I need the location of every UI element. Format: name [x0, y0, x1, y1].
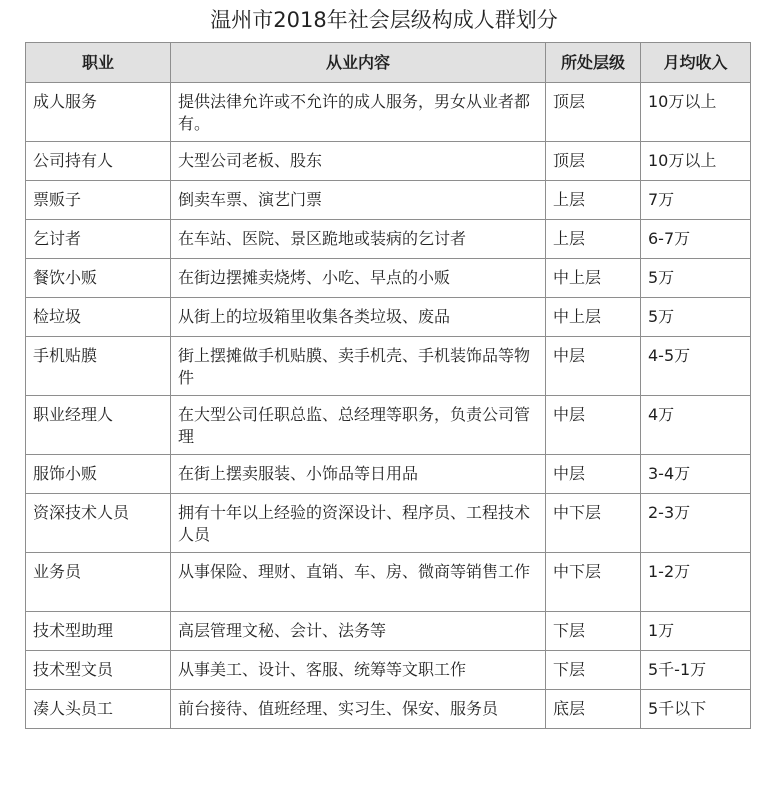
header-tier: 所处层级: [546, 43, 641, 83]
table-row: [26, 259, 751, 298]
cell-occupation: 公司持有人: [26, 142, 171, 181]
header-job-content: 从业内容: [171, 43, 546, 83]
cell-monthly-income: 5万: [641, 259, 751, 298]
table-row: [26, 220, 751, 259]
cell-occupation: 资深技术人员: [26, 494, 171, 553]
cell-monthly-income: 10万以上: [641, 83, 751, 142]
cell-job-content: 在街上摆卖服装、小饰品等日用品: [171, 455, 546, 494]
cell-occupation: 服饰小贩: [26, 455, 171, 494]
cell-tier: 顶层: [546, 83, 641, 142]
cell-tier: 中层: [546, 337, 641, 396]
cell-job-content: 街上摆摊做手机贴膜、卖手机壳、手机装饰品等物件: [171, 337, 546, 396]
cell-monthly-income: 5万: [641, 298, 751, 337]
table-row: [26, 396, 751, 455]
cell-tier: 上层: [546, 181, 641, 220]
cell-monthly-income: 1-2万: [641, 553, 751, 612]
table-row: [26, 455, 751, 494]
cell-tier: 上层: [546, 220, 641, 259]
cell-job-content: 提供法律允许或不允许的成人服务，男女从业者都有。: [171, 83, 546, 142]
cell-monthly-income: 4万: [641, 396, 751, 455]
table-row: [26, 337, 751, 396]
cell-job-content: 在车站、医院、景区跪地或装病的乞讨者: [171, 220, 546, 259]
table-row: [26, 494, 751, 553]
cell-occupation: 凑人头员工: [26, 690, 171, 729]
cell-monthly-income: 5千以下: [641, 690, 751, 729]
table-row: [26, 142, 751, 181]
cell-occupation: 技术型助理: [26, 612, 171, 651]
cell-occupation: 成人服务: [26, 83, 171, 142]
cell-job-content: 从事保险、理财、直销、车、房、微商等销售工作: [171, 553, 546, 612]
cell-tier: 底层: [546, 690, 641, 729]
cell-monthly-income: 2-3万: [641, 494, 751, 553]
table-row: [26, 690, 751, 729]
cell-occupation: 业务员: [26, 553, 171, 612]
cell-occupation: 检垃圾: [26, 298, 171, 337]
cell-job-content: 前台接待、值班经理、实习生、保安、服务员: [171, 690, 546, 729]
table-row: [26, 298, 751, 337]
cell-monthly-income: 3-4万: [641, 455, 751, 494]
cell-occupation: 乞讨者: [26, 220, 171, 259]
cell-tier: 下层: [546, 612, 641, 651]
table-row: [26, 553, 751, 612]
cell-tier: 中下层: [546, 553, 641, 612]
social-tier-table: [25, 42, 751, 729]
table-header-row: [26, 43, 751, 83]
cell-monthly-income: 6-7万: [641, 220, 751, 259]
cell-monthly-income: 10万以上: [641, 142, 751, 181]
page-title: 温州市2018年社会层级构成人群划分: [210, 8, 558, 32]
header-monthly-income: 月均收入: [641, 43, 751, 83]
cell-tier: 中上层: [546, 259, 641, 298]
cell-monthly-income: 5千-1万: [641, 651, 751, 690]
cell-occupation: 票贩子: [26, 181, 171, 220]
cell-tier: 顶层: [546, 142, 641, 181]
cell-occupation: 餐饮小贩: [26, 259, 171, 298]
cell-occupation: 技术型文员: [26, 651, 171, 690]
cell-tier: 中上层: [546, 298, 641, 337]
cell-monthly-income: 1万: [641, 612, 751, 651]
cell-tier: 中层: [546, 455, 641, 494]
cell-job-content: 在大型公司任职总监、总经理等职务，负责公司管理: [171, 396, 546, 455]
cell-job-content: 从事美工、设计、客服、统筹等文职工作: [171, 651, 546, 690]
table-row: [26, 612, 751, 651]
table-row: [26, 83, 751, 142]
cell-monthly-income: 7万: [641, 181, 751, 220]
table-row: [26, 651, 751, 690]
cell-job-content: 高层管理文秘、会计、法务等: [171, 612, 546, 651]
cell-tier: 下层: [546, 651, 641, 690]
cell-job-content: 从街上的垃圾箱里收集各类垃圾、废品: [171, 298, 546, 337]
cell-tier: 中层: [546, 396, 641, 455]
cell-job-content: 大型公司老板、股东: [171, 142, 546, 181]
cell-job-content: 在街边摆摊卖烧烤、小吃、早点的小贩: [171, 259, 546, 298]
cell-occupation: 职业经理人: [26, 396, 171, 455]
cell-occupation: 手机贴膜: [26, 337, 171, 396]
cell-monthly-income: 4-5万: [641, 337, 751, 396]
cell-job-content: 拥有十年以上经验的资深设计、程序员、工程技术人员: [171, 494, 546, 553]
cell-job-content: 倒卖车票、演艺门票: [171, 181, 546, 220]
header-occupation: 职业: [26, 43, 171, 83]
table-row: [26, 181, 751, 220]
cell-tier: 中下层: [546, 494, 641, 553]
